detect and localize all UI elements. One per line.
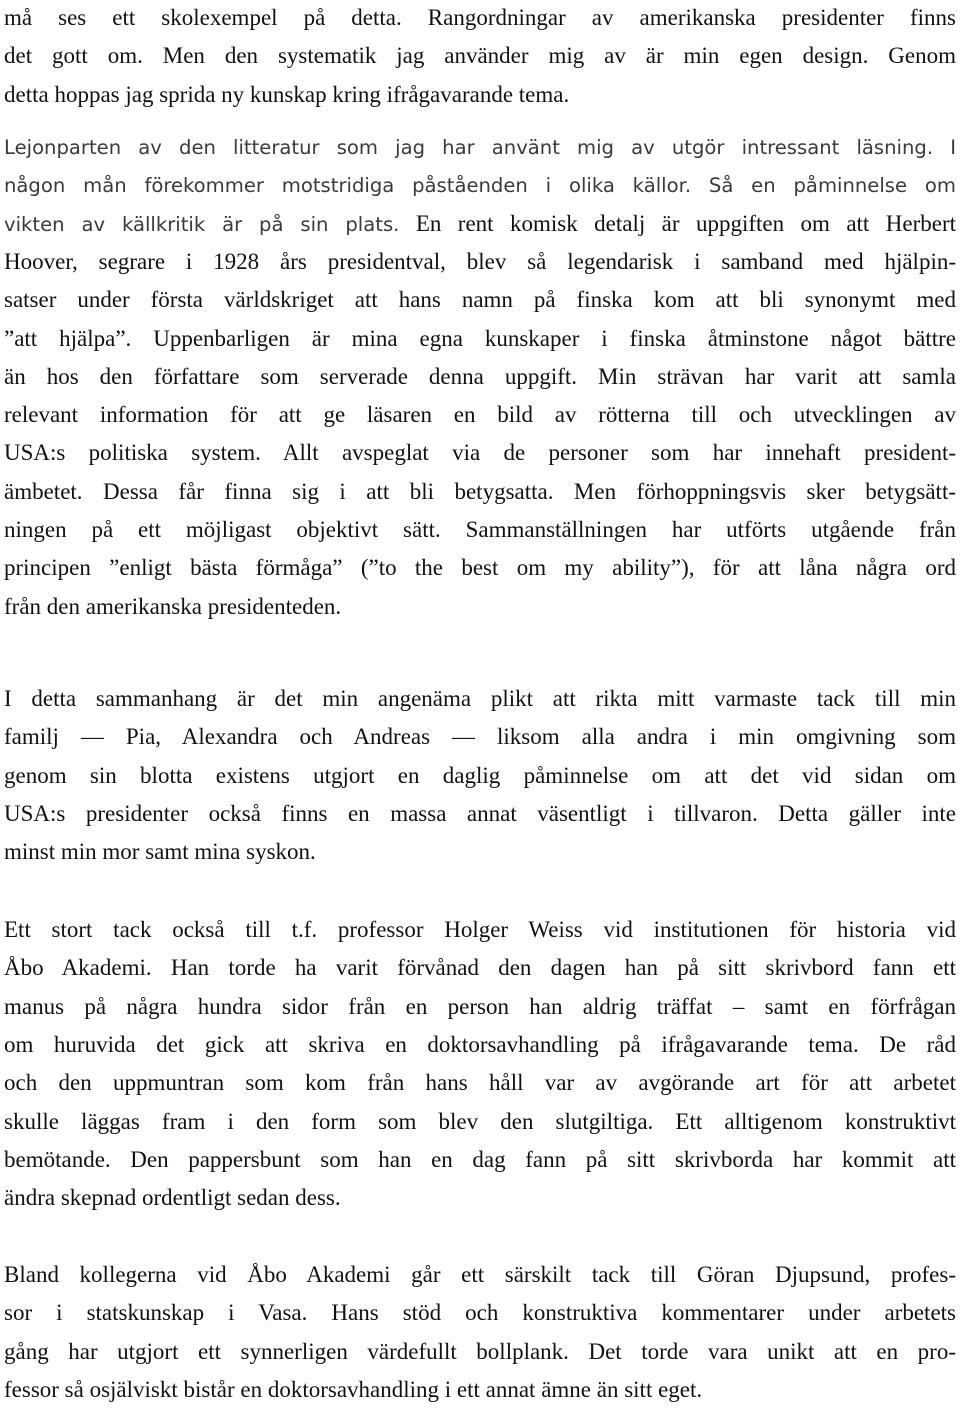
text-run: Bland kollegerna vid Åbo Akademi går ett särskilt tack till Göran Djupsund, profes-: [4, 1262, 956, 1287]
text-line: [4, 1104, 956, 1140]
text-line: [4, 397, 956, 433]
text-run: må ses ett skolexempel på detta. Rangordningar av amerikanska presidenter finns: [4, 5, 956, 30]
text-line: [4, 282, 956, 318]
text-line: [4, 38, 956, 74]
text-run: och den uppmuntran som kom från hans håll var av avgörande art för att arbetet: [4, 1070, 956, 1096]
text-run: manus på några hundra sidor från en person han aldrig träffat – samt en förfrågan: [4, 993, 956, 1019]
text-line: [4, 989, 956, 1025]
text-run: En rent komisk detalj är uppgiften om att Herbert: [399, 210, 956, 236]
text-run: det gott om. Men den systematik jag använder mig av är min egen design. Genom: [4, 43, 956, 69]
text-run: USA:s presidenter också finns en massa annat väsentligt i tillvaron. Detta gäller inte: [4, 800, 956, 826]
text-run: Ett stort tack också till t.f. professor Holger Weiss vid institutionen för historia vid: [4, 917, 956, 942]
text-line: [4, 834, 956, 870]
text-run: Hoover, segrare i 1928 års presidentval, blev så legendarisk i samband med hjälpin-: [4, 248, 956, 274]
text-line: [4, 796, 956, 832]
text-line: [4, 129, 956, 165]
text-run: detta hoppas jag sprida ny kunskap kring ifrågavarande tema.: [4, 81, 570, 107]
text-line: [4, 1180, 956, 1216]
text-run: ”att hjälpa”. Uppenbarligen är mina egna kunskaper i finska åtminstone något bättre: [4, 325, 956, 351]
text-run: bemötande. Den pappersbunt som han en dag fann på sitt skrivborda har kommit att: [4, 1146, 956, 1172]
text-run: genom sin blotta existens utgjort en daglig påminnelse om att det vid sidan om: [4, 762, 956, 788]
text-run: gång har utgjort ett synnerligen värdefullt bollplank. Det torde vara unikt att en pro-: [4, 1338, 956, 1364]
text-line: [4, 359, 956, 395]
text-run: principen ”enligt bästa förmåga” (”to the best om my ability”), för att låna några ord: [4, 555, 956, 581]
text-line: [4, 474, 956, 510]
text-line: [4, 512, 956, 548]
text-line: [4, 1295, 956, 1331]
text-line: [4, 435, 956, 471]
text-run: Åbo Akademi. Han torde ha varit förvånad den dagen han på sitt skrivbord fann ett: [4, 955, 956, 981]
text-run: satser under första världskriget att hans namn på finska kom att bli synonymt med: [4, 287, 956, 313]
text-run: fessor så osjälviskt bistår en doktorsavhandling i ett annat ämne än sitt eget.: [4, 1376, 703, 1402]
text-line: [4, 912, 956, 948]
text-run: USA:s politiska system. Allt avspeglat via de personer som har innehaft president-: [4, 440, 956, 466]
text-line: [4, 244, 956, 280]
text-line: [4, 589, 956, 625]
text-line: [4, 206, 956, 242]
text-run: ämbetet. Dessa får finna sig i att bli betygsatta. Men förhoppningsvis sker betygsätt-: [4, 478, 956, 504]
text-run: sor i statskunskap i Vasa. Hans stöd och konstruktiva kommentarer under arbetets: [4, 1300, 956, 1326]
text-line: [4, 1257, 956, 1293]
text-line: [4, 681, 956, 717]
text-line: [4, 0, 956, 36]
text-line: [4, 1027, 956, 1063]
text-line: [4, 77, 956, 113]
text-run: ändra skepnad ordentligt sedan dess.: [4, 1185, 341, 1211]
text-line: [4, 1065, 956, 1101]
text-line: [4, 321, 956, 357]
text-run: familj — Pia, Alexandra och Andreas — liksom alla andra i min omgivning som: [4, 724, 956, 750]
text-run: I detta sammanhang är det min angenäma plikt att rikta mitt varmaste tack till min: [4, 686, 956, 711]
text-run: än hos den författare som serverade denna uppgift. Min strävan har varit att samla: [4, 363, 956, 389]
text-line: [4, 550, 956, 586]
text-run: vikten av källkritik är på sin plats.: [4, 212, 400, 236]
text-run: Lejonparten av den litteratur som jag har använt mig av utgör intressant läsning. I: [4, 136, 956, 159]
text-run: minst min mor samt mina syskon.: [4, 839, 316, 865]
text-line: [4, 1334, 956, 1370]
text-line: [4, 719, 956, 755]
text-line: [4, 758, 956, 794]
text-run: ningen på ett möjligast objektivt sätt. Sammanställningen har utförts utgående från: [4, 517, 956, 542]
text-line: [4, 167, 956, 203]
text-line: [4, 950, 956, 986]
text-run: från den amerikanska presidenteden.: [4, 593, 342, 619]
text-run: om huruvida det gick att skriva en doktorsavhandling på ifrågavarande tema. De råd: [4, 1031, 956, 1057]
text-run: skulle läggas fram i den form som blev den slutgiltiga. Ett alltigenom konstruktivt: [4, 1108, 956, 1134]
text-run: relevant information för att ge läsaren en bild av rötterna till och utvecklingen av: [4, 402, 956, 428]
text-line: [4, 1142, 956, 1178]
text-line: [4, 1372, 956, 1408]
text-run: någon mån förekommer motstridiga påståenden i olika källor. Så en påminnelse om: [4, 174, 956, 198]
